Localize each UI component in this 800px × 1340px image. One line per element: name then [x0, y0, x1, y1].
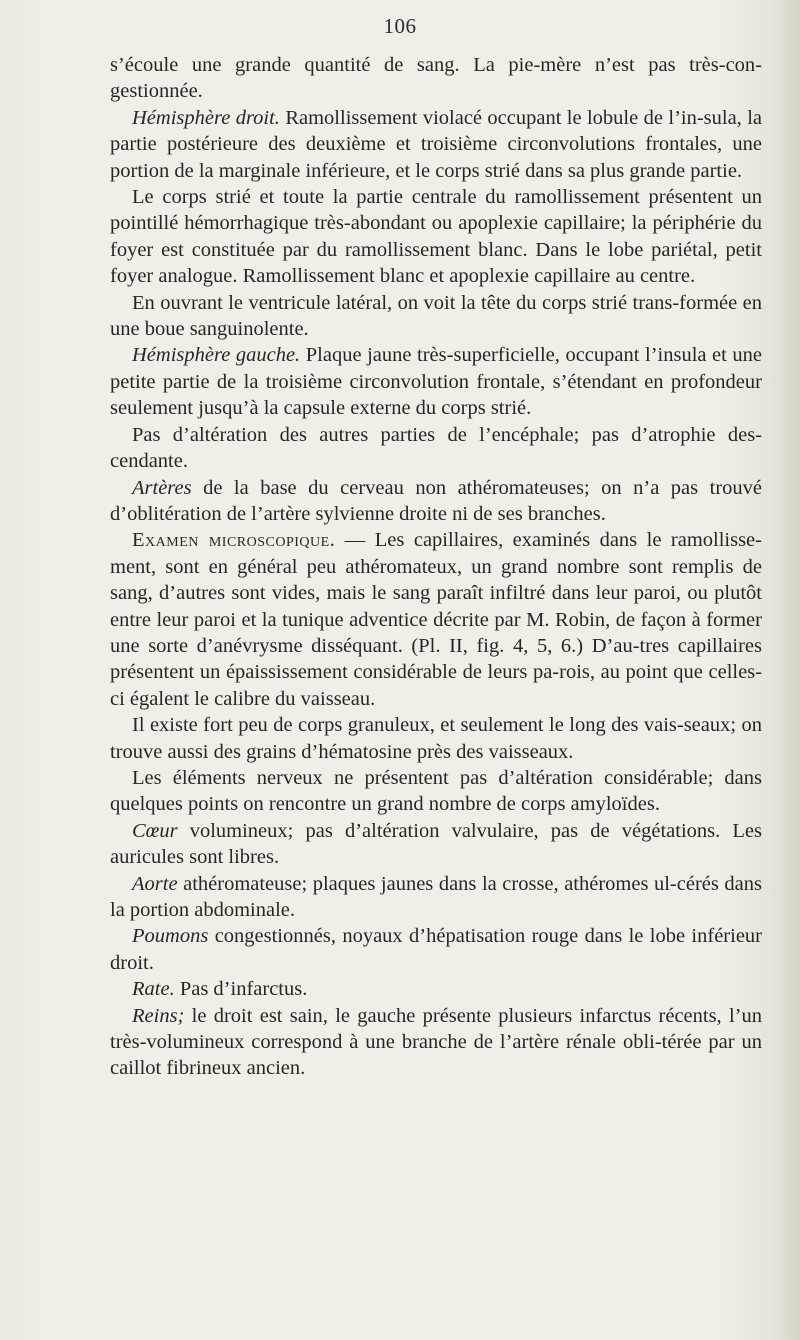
paragraph-heading: Poumons [132, 925, 209, 948]
paragraph-text: Ramollissement violacé occupant le lobule de l’in-sula, la partie postérieure des deuxième et troisième circonvolutions frontales, une portion de la marginale inférieure, et le corps strié dans sa plus grande partie. [110, 106, 763, 182]
paragraph [110, 976, 762, 1002]
paragraph-heading: Hémisphère droit. [132, 106, 280, 129]
paragraph-text: Pas d’altération des autres parties de l’encéphale; pas d’atrophie des-cendante. [110, 423, 762, 473]
paragraph [110, 871, 762, 924]
paragraph [110, 1003, 762, 1082]
paragraph-text: s’écoule une grande quantité de sang. La pie-mère n’est pas très-con-gestionnée. [110, 54, 762, 103]
paragraph-text: Pas d’infarctus. [174, 978, 308, 1001]
paragraph-text: Les éléments nerveux ne présentent pas d’altération considérable; dans quelques points on rencontre un grand nombre de corps amyloïdes. [110, 766, 762, 816]
page-number: 106 [383, 14, 417, 38]
section-heading: Examen microscopique. [132, 529, 336, 552]
paragraph [110, 52, 762, 105]
paragraph [110, 475, 762, 528]
paragraph-heading: Reins; [132, 1004, 185, 1027]
paragraph-text: le droit est sain, le gauche présente plusieurs infarctus récents, l’un très-volumineux correspond à une branche de l’artère rénale obli-térée par un caillot fibrineux ancien. [110, 1004, 762, 1080]
paragraph-text: Le corps strié et toute la partie centrale du ramollissement présentent un pointillé hémorrhagique très-abondant ou apoplexie capillaire; la périphérie du foyer est constituée par du ramollissement blanc. Dans le lobe pariétal, petit foyer analogue. Ramollissement blanc et apoplexie capillaire au centre. [110, 186, 762, 288]
paragraph [110, 184, 762, 290]
paragraph-text: congestionnés, noyaux d’hépatisation rouge dans le lobe inférieur droit. [110, 925, 762, 974]
paragraph [110, 765, 762, 818]
paragraph [110, 527, 762, 712]
paragraph-heading: Hémisphère gauche. [132, 344, 301, 367]
paragraph-text: athéromateuse; plaques jaunes dans la crosse, athéromes ul-cérés dans la portion abdominale. [110, 872, 762, 921]
paragraph-text: — Les capillaires, examinés dans le ramollisse-ment, sont en général peu athéromateux, un grand nombre sont remplis de sang, d’autres sont vides, mais le sang paraît infiltré dans leur paroi, ou plutôt entre leur paroi et la tunique adventice décrite par M. Robin, de façon à former une sorte d’anévrysme disséquant. (Pl. II, fig. 4, 5, 6.) D’au-tres capillaires présentent un épaississement considérable de leurs pa-rois, au point que celles-ci égalent le calibre du vaisseau. [110, 529, 762, 710]
paragraph-heading: Aorte [132, 872, 178, 895]
paragraph-heading: Rate. [132, 978, 175, 1001]
paragraph-text: volumineux; pas d’altération valvulaire, pas de végétations. Les auricules sont libres. [110, 819, 762, 869]
paragraph [110, 422, 762, 475]
paragraph-text: de la base du cerveau non athéromateuses; on n’a pas trouvé d’oblitération de l’artère sylvienne droite ni de ses branches. [110, 476, 762, 525]
paragraph [110, 342, 762, 421]
paragraph-heading: Artères [132, 476, 192, 499]
paragraph-heading: Cœur [132, 819, 178, 842]
paragraph [110, 818, 762, 871]
paragraph [110, 290, 762, 343]
paragraph [110, 105, 762, 184]
body-text [110, 52, 762, 1082]
paragraph [110, 923, 762, 976]
paragraph-text: En ouvrant le ventricule latéral, on voit la tête du corps strié trans-formée en une boue sanguinolente. [110, 291, 762, 341]
paragraph-text: Il existe fort peu de corps granuleux, et seulement le long des vais-seaux; on trouve aussi des grains d’hématosine près des vaisseaux. [110, 714, 762, 763]
paragraph-text: Plaque jaune très-superficielle, occupant l’insula et une petite partie de la troisième circonvolution frontale, s’étendant en profondeur seulement jusqu’à la capsule externe du corps strié. [110, 344, 762, 420]
paragraph [110, 712, 762, 765]
